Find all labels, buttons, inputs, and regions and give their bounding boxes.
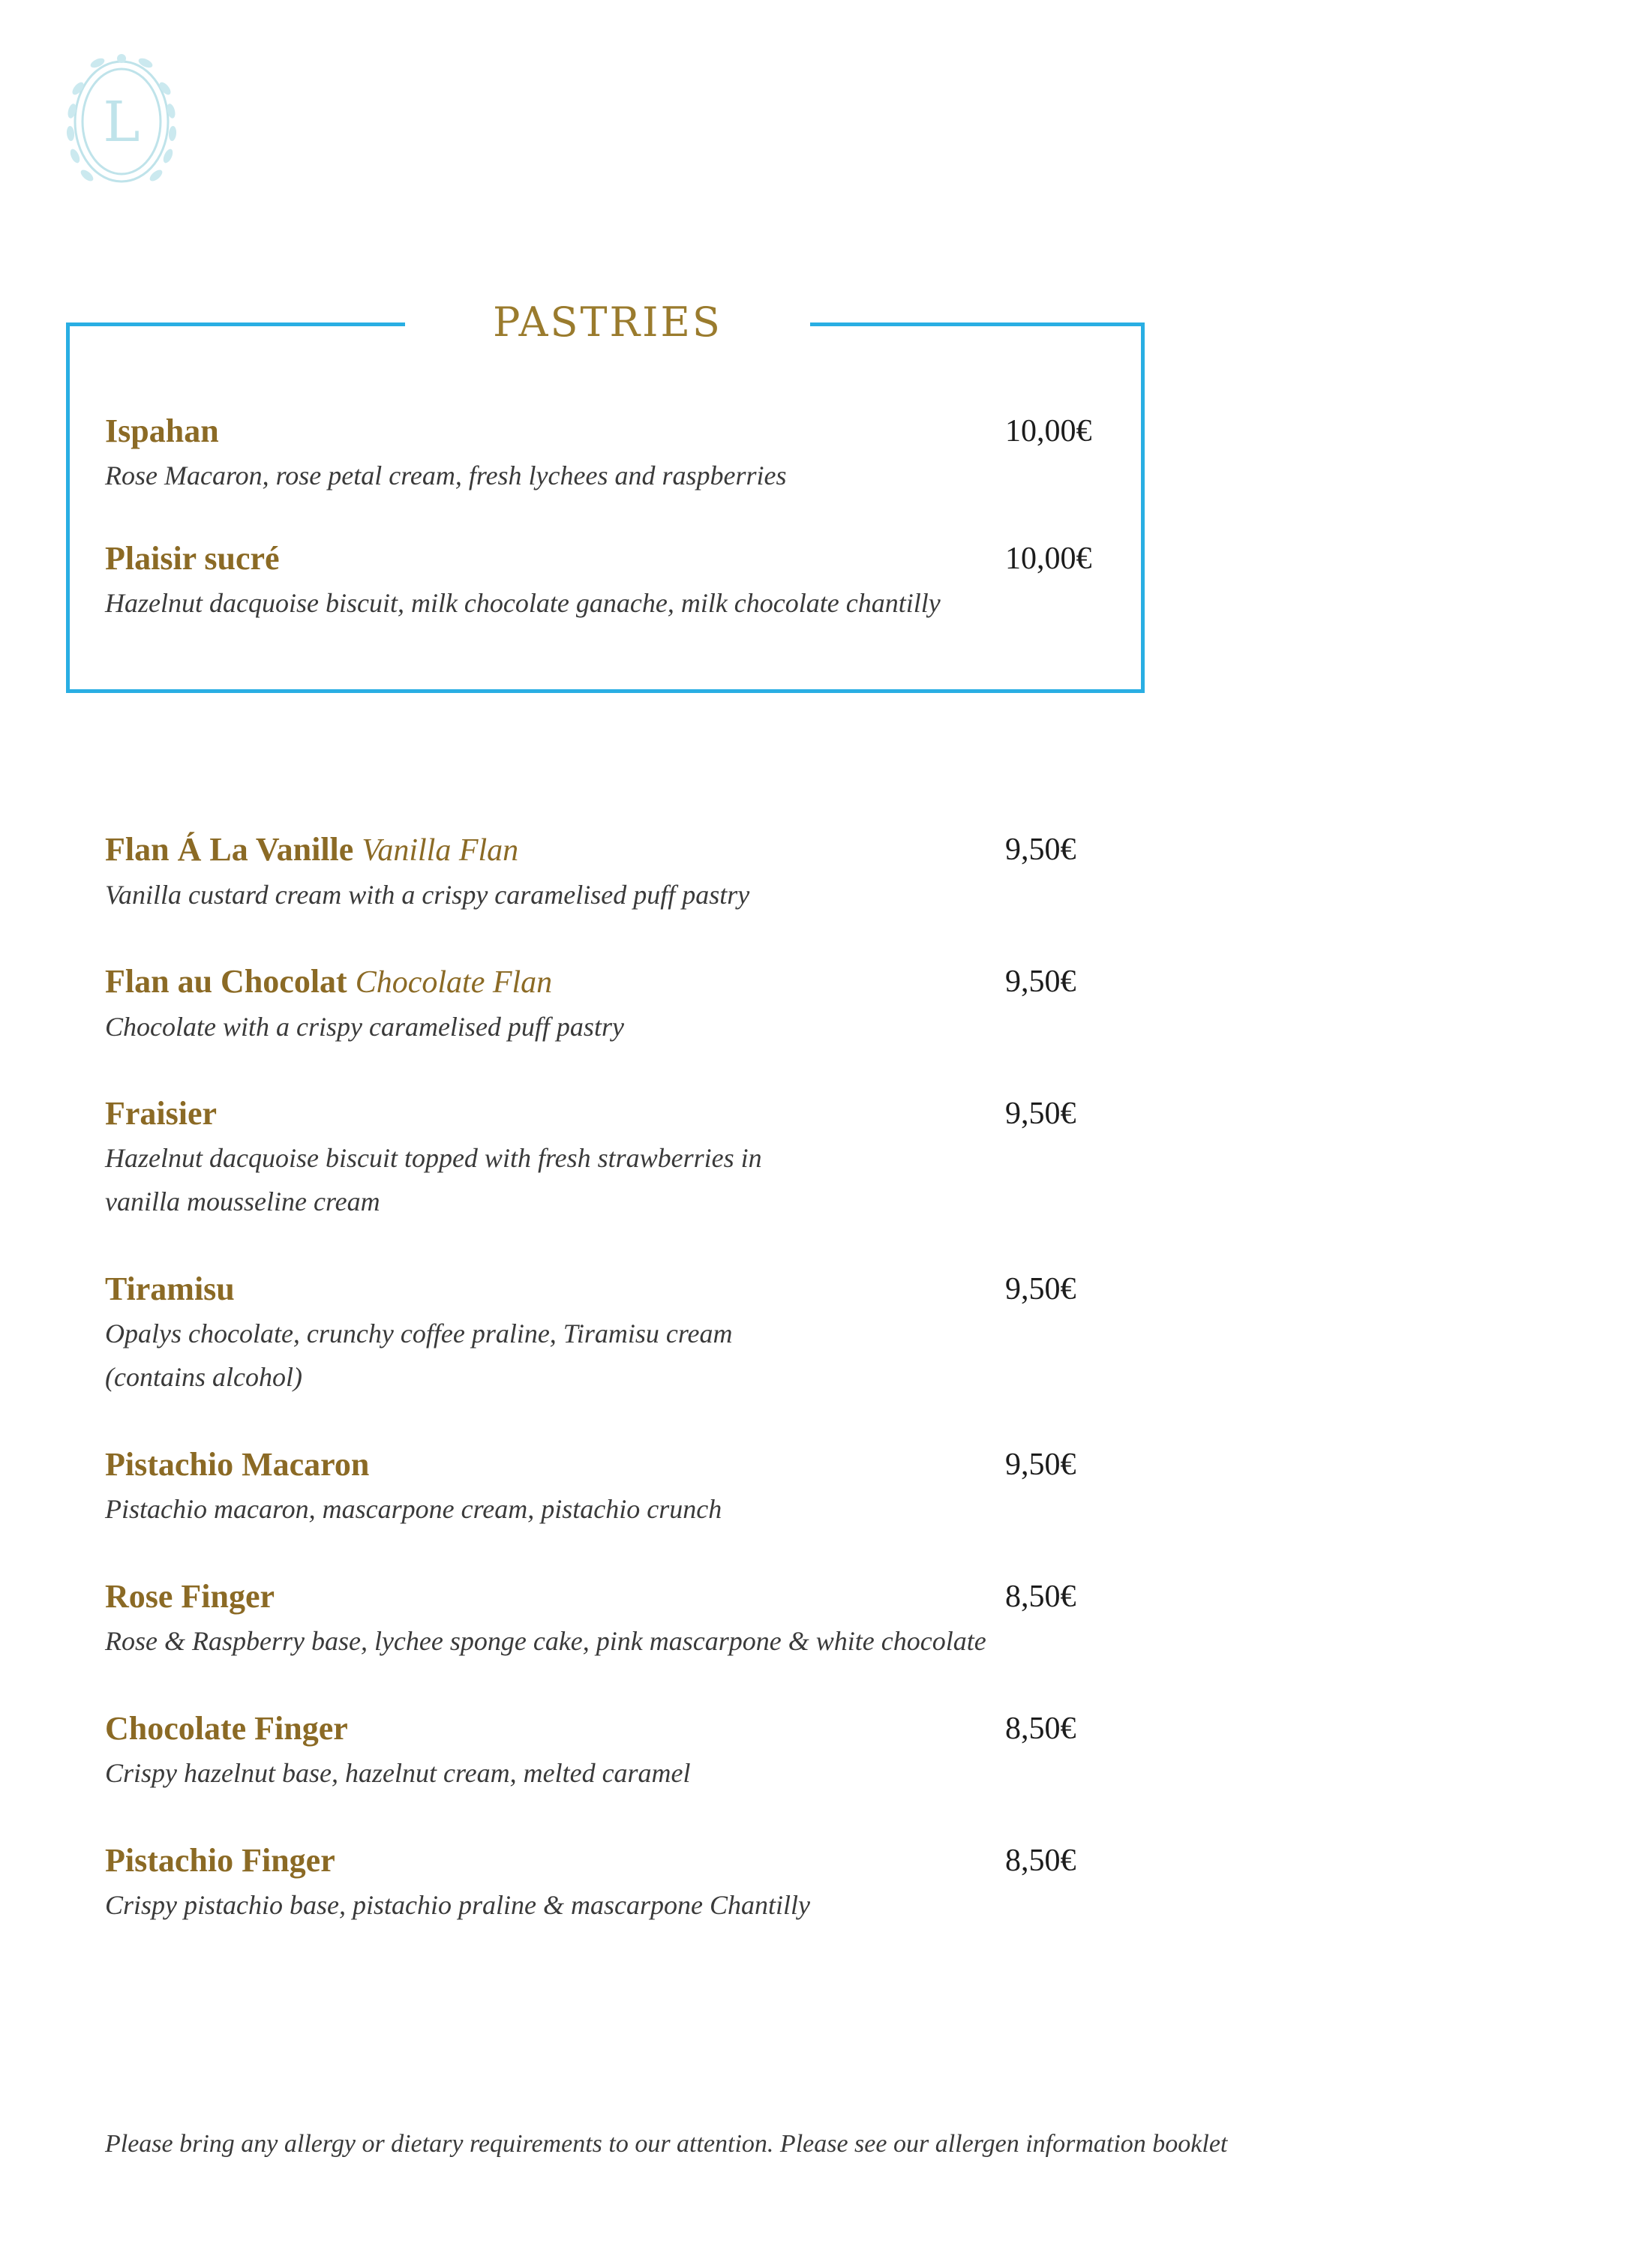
item-description: Opalys chocolate, crunchy coffee praline, Tiramisu cream (105, 1318, 733, 1348)
item-description: Pistachio macaron, mascarpone cream, pistachio crunch (105, 1494, 722, 1524)
item-price: 9,50€ (1005, 1448, 1076, 1482)
item-description: Crispy hazelnut base, hazelnut cream, melted caramel (105, 1758, 691, 1788)
menu-item (105, 959, 1125, 1048)
logo-monogram: L (103, 90, 140, 154)
item-subtitle: Chocolate Flan (355, 965, 553, 1000)
item-price: 8,50€ (1005, 1712, 1076, 1746)
menu-item (105, 1267, 1125, 1399)
item-name: Chocolate Finger (105, 1710, 348, 1747)
item-description: vanilla mousseline cream (105, 1186, 380, 1216)
featured-item (105, 536, 1125, 625)
item-name: Pistachio Finger (105, 1842, 335, 1879)
item-name: Pistachio Macaron (105, 1446, 370, 1483)
item-description: Rose Macaron, rose petal cream, fresh lychees and raspberries (105, 460, 787, 490)
menu-item (105, 1574, 1125, 1663)
menu-item (105, 827, 1125, 916)
item-description: Hazelnut dacquoise biscuit topped with fresh strawberries in (105, 1143, 762, 1173)
item-price: 8,50€ (1005, 1580, 1076, 1614)
item-name-text: Flan Á La Vanille (105, 831, 354, 868)
menu-item (105, 1091, 1125, 1223)
item-name: Tiramisu (105, 1270, 235, 1307)
item-description: Vanilla custard cream with a crispy caramelised puff pastry (105, 880, 750, 910)
item-description: Crispy pistachio base, pistachio praline & mascarpone Chantilly (105, 1890, 810, 1920)
menu-item (105, 1442, 1125, 1531)
item-name: Plaisir sucré (105, 540, 280, 577)
item-price: 10,00€ (1005, 542, 1092, 576)
item-description: Hazelnut dacquoise biscuit, milk chocolate ganache, milk chocolate chantilly (105, 588, 941, 618)
item-description: Rose & Raspberry base, lychee sponge cake, pink mascarpone & white chocolate (105, 1626, 986, 1656)
featured-item (105, 409, 1125, 497)
item-name: Rose Finger (105, 1578, 275, 1615)
item-name (105, 959, 1125, 1005)
item-price: 9,50€ (1005, 1096, 1076, 1131)
item-name: Fraisier (105, 1095, 218, 1132)
item-subtitle: Vanilla Flan (362, 833, 519, 868)
item-description: Chocolate with a crispy caramelised puff pastry (105, 1012, 624, 1042)
allergen-note: Please bring any allergy or dietary requirements to our attention. Please see our allergen information booklet (105, 2130, 1228, 2158)
item-price: 9,50€ (1005, 832, 1076, 867)
item-price: 9,50€ (1005, 964, 1076, 999)
item-description: (contains alcohol) (105, 1362, 302, 1392)
laduree-logo (56, 44, 188, 200)
item-price: 9,50€ (1005, 1272, 1076, 1306)
menu-item (105, 1838, 1125, 1927)
featured-pastries-box (66, 322, 1145, 693)
item-name (105, 827, 1125, 873)
item-name-text: Flan au Chocolat (105, 963, 347, 1000)
menu-item (105, 1706, 1125, 1795)
section-title: PASTRIES (405, 289, 810, 356)
item-price: 8,50€ (1005, 1844, 1076, 1878)
item-price: 10,00€ (1005, 414, 1092, 448)
item-name: Ispahan (105, 412, 219, 449)
